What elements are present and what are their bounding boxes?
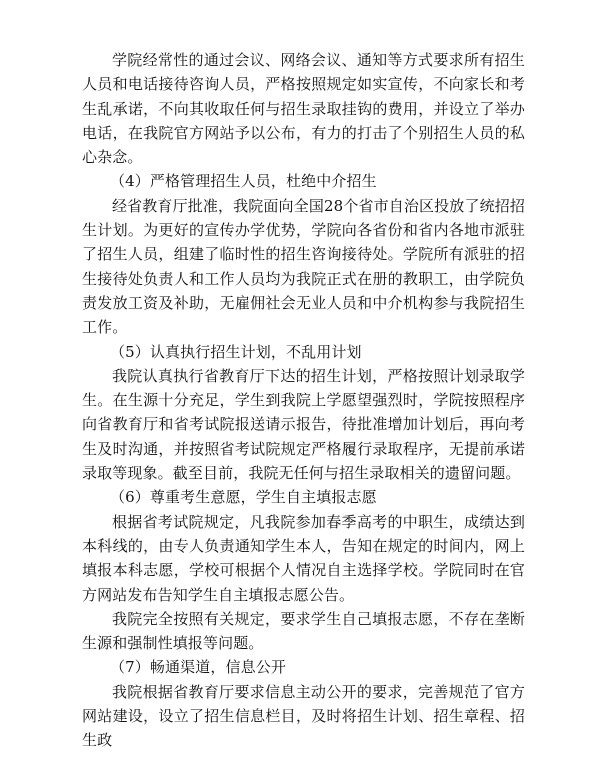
- section-heading-7: （7）畅通渠道，信息公开: [110, 658, 286, 677]
- paragraph-recruitment-publicity: 学院经常性的通过会议、网络会议、通知等方式要求所有招生人员和电话接待咨询人员，严格按照规定如实宣传，不向家长和考生乱承诺，不向其收取任何与招生录取挂钩的费用，并设立了举办电话，在我院官方网站予以公布，有力的打击了个别招生人员的私心杂念。: [82, 51, 525, 167]
- paragraph-information-disclosure: 我院根据省教育厅要求信息主动公开的要求，完善规范了官方网站建设，设立了招生信息栏目，及时将招生计划、招生章程、招生政: [82, 682, 525, 750]
- paragraph-recruitment-staff: 经省教育厅批准，我院面向全国28个省市自治区投放了统招招生计划。为更好的宣传办学优势，学院向各省份和省内各地市派驻了招生人员，组建了临时性的招生咨询接待处。学院所有派驻的招生接待处负责人和工作人员均为我院正式在册的教职工，由学院负责发放工资及补助，无雇佣社会无业人员和中介机构参与我院招生工作。: [82, 196, 525, 337]
- paragraph-enrollment-plan: 我院认真执行省教育厅下达的招生计划，严格按照计划录取学生。在生源十分充足，学生到我院上学愿望强烈时，学院按照程序向省教育厅和省考试院报送请示报告，待批准增加计划后，再向考生及时沟通，并按照省考试院规定严格履行录取程序，无提前承诺录取等现象。截至目前，我院无任何与招生录取相关的遗留问题。: [82, 366, 525, 483]
- section-heading-4: （4）严格管理招生人员，杜绝中介招生: [110, 172, 377, 191]
- document-body: [82, 48, 525, 753]
- section-heading-5: （5）认真执行招生计划，不乱用计划: [110, 342, 362, 361]
- paragraph-student-choice: 根据省考试院规定，凡我院参加春季高考的中职生，成绩达到本科线的，由专人负责通知学生本人，告知在规定的时间内，网上填报本科志愿，学校可根据个人情况自主选择学校。学院同时在官方网站发布告知学生自主填报志愿公告。: [82, 512, 525, 604]
- section-heading-6: （6）尊重考生意愿，学生自主填报志愿: [110, 488, 377, 507]
- paragraph-no-forced-filling: 我院完全按照有关规定，要求学生自己填报志愿，不存在垄断生源和强制性填报等问题。: [82, 609, 525, 653]
